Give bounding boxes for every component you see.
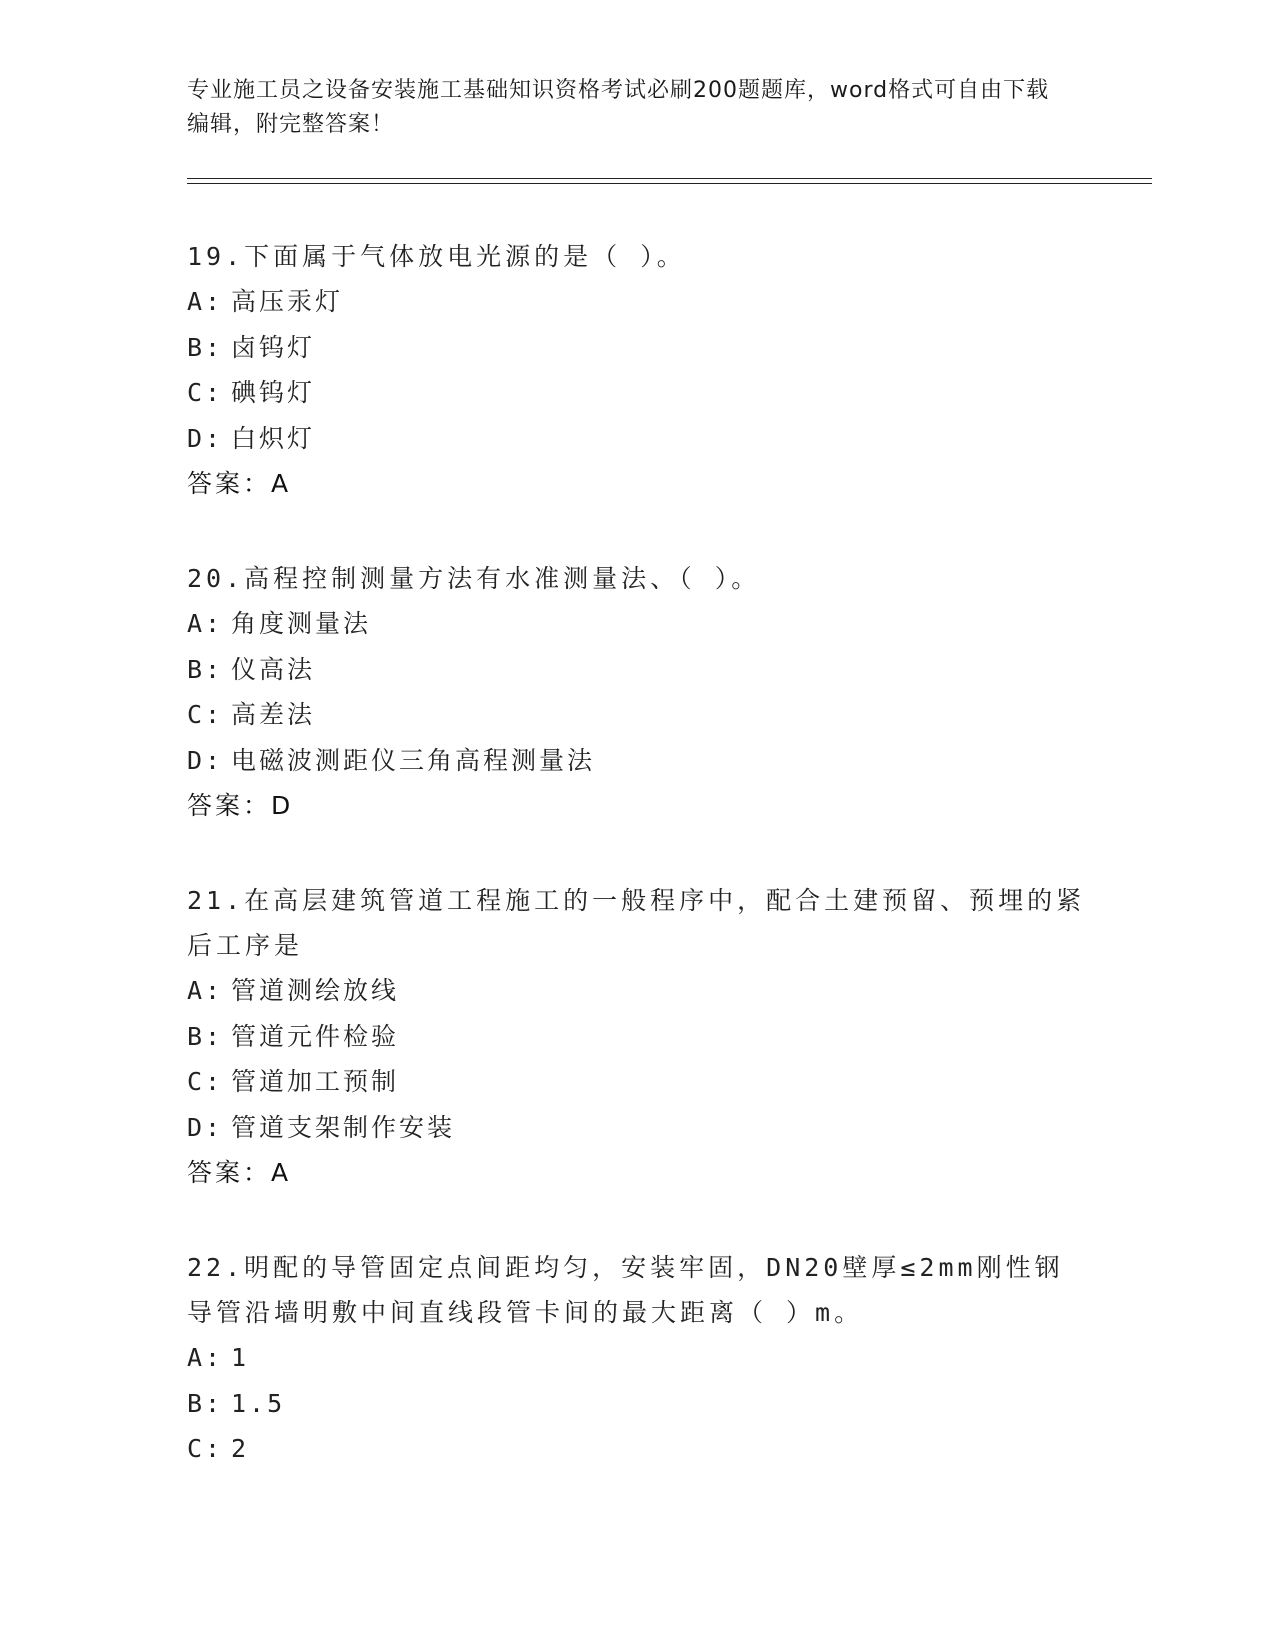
answer-line: 答案：A [187,1158,292,1187]
option-key: B: [187,654,224,684]
question-22 [187,1245,1087,1472]
option-text: 电磁波测距仪三角高程测量法 [231,745,596,775]
option-text: 管道元件检验 [231,1021,400,1051]
option-c [187,370,1087,416]
option-key: A: [187,976,224,1005]
option-a [187,279,1087,325]
option-d [187,416,1087,462]
option-a [187,1335,1087,1381]
option-b [187,1381,1087,1427]
option-key: A: [187,609,224,638]
option-key: D: [187,423,224,453]
option-key: A: [187,1343,224,1372]
option-text: 管道加工预制 [231,1067,400,1096]
option-b [187,1014,1087,1060]
document-header: 专业施工员之设备安装施工基础知识资格考试必刷200题题库，word格式可自由下载编辑，附完整答案！ [187,78,1050,137]
option-key: B: [187,332,224,362]
header-divider-top [187,178,1152,179]
option-c [187,692,1087,738]
question-stem: 19.下面属于气体放电光源的是（ ）。 [187,242,686,271]
option-text: 高压汞灯 [231,287,344,316]
option-text: 管道支架制作安装 [231,1112,456,1142]
option-key: A: [187,287,224,316]
option-a [187,601,1087,647]
option-c [187,1059,1087,1105]
option-key: D: [187,745,224,775]
answer-line: 答案：A [187,469,292,498]
question-stem: 20.高程控制测量方法有水准测量法、（ ）。 [187,564,761,593]
option-text: 角度测量法 [231,609,372,638]
question-21 [187,878,1087,1195]
option-text: 高差法 [231,700,316,729]
option-text: 仪高法 [231,654,316,684]
option-text: 1 [231,1343,250,1372]
option-b [187,325,1087,371]
option-text: 白炽灯 [231,423,316,453]
option-key: B: [187,1388,224,1418]
question-stem: 21.在高层建筑管道工程施工的一般程序中，配合土建预留、预埋的紧后工序是 [187,886,1086,960]
header-divider-bottom [187,183,1152,184]
option-c [187,1426,1087,1472]
question-20 [187,556,1087,828]
option-key: C: [187,378,224,407]
question-stem: 22.明配的导管固定点间距均匀，安装牢固，DN20壁厚≤2mm刚性钢导管沿墙明敷中间直线段管卡间的最大距离（ ）m。 [187,1253,1064,1327]
option-key: C: [187,1067,224,1096]
option-key: B: [187,1021,224,1051]
option-text: 卤钨灯 [231,332,316,362]
question-list [187,234,1087,1522]
answer-line: 答案：D [187,791,294,820]
option-d [187,1105,1087,1151]
option-key: C: [187,1434,224,1463]
option-key: D: [187,1112,224,1142]
option-text: 管道测绘放线 [231,976,400,1005]
question-19 [187,234,1087,506]
option-d [187,738,1087,784]
option-a [187,968,1087,1014]
option-key: C: [187,700,224,729]
option-text: 2 [231,1434,250,1463]
option-text: 1.5 [231,1388,286,1418]
option-b [187,647,1087,693]
option-text: 碘钨灯 [231,378,316,407]
